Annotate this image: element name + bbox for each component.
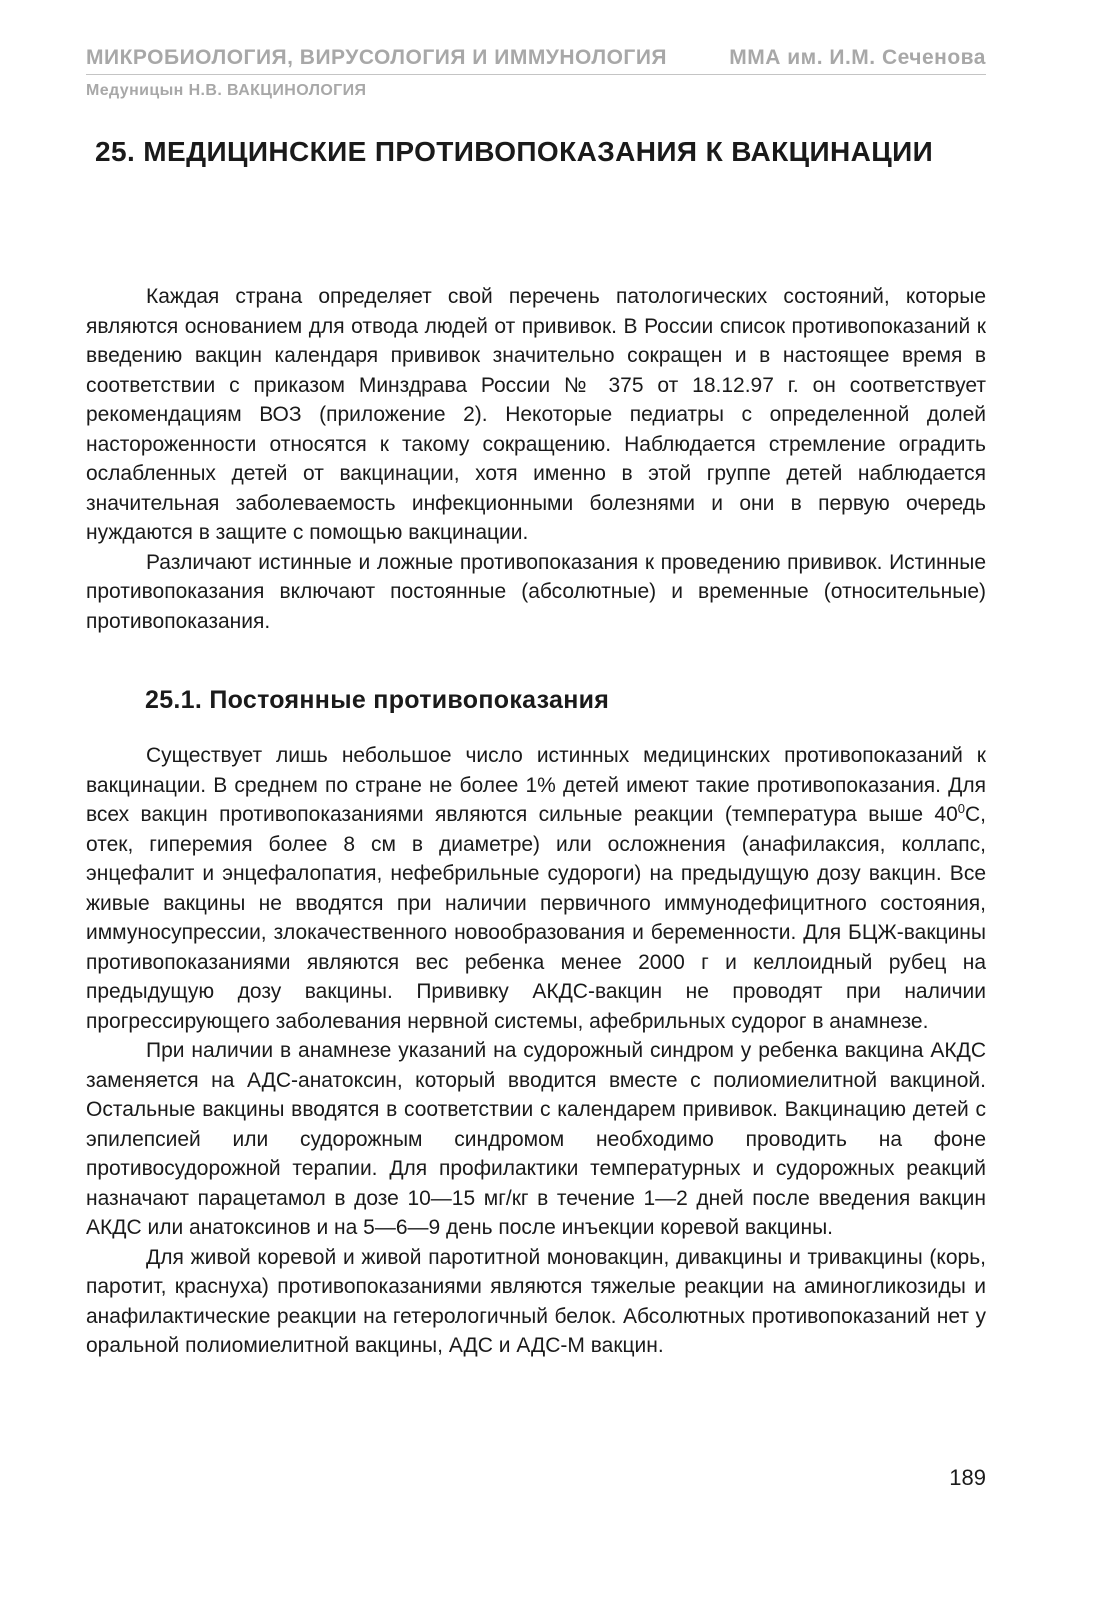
running-header: [86, 44, 986, 101]
header-institution: ММА им. И.М. Сеченова: [729, 46, 986, 69]
paragraph: При наличии в анамнезе указаний на судорожный синдром у ребенка вакцина АКДС заменяется на АДС-анатоксин, который вводится вместе с полиомиелитной вакциной. Остальные вакцины вводятся в соответствии с календарем прививок. Вакцинацию детей с эпилепсией или судорожным синдромом необходимо проводить на фоне противосудорожной терапии. Для профилактики температурных и судорожных реакций назначают парацетамол в дозе 10—15 мг/кг в течение 1—2 дней после введения вакцин АКДС или анатоксинов и на 5—6—9 день после инъекции коревой вакцины.: [86, 1039, 986, 1239]
header-divider: [86, 74, 986, 75]
header-subject: МИКРОБИОЛОГИЯ, ВИРУСОЛОГИЯ И ИММУНОЛОГИЯ: [86, 46, 668, 69]
chapter-title: 25. МЕДИЦИНСКИЕ ПРОТИВОПОКАЗАНИЯ К ВАКЦИНАЦИИ: [95, 136, 934, 167]
degree-superscript: 0: [957, 801, 965, 816]
section-text: [86, 741, 986, 1361]
paragraph: [86, 741, 986, 1036]
header-top-line: [86, 44, 986, 72]
paragraph: Каждая страна определяет свой перечень патологических состояний, которые являются основанием для отвода людей от прививок. В России список противопоказаний к введению вакцин календаря прививок значительно сокращен и в настоящее время в соответствии с приказом Минздрава России № 375 от 18.12.97 г. он соответствует рекомендациям ВОЗ (приложение 2). Некоторые педиатры с определенной долей настороженности относятся к такому сокращению. Наблюдается стремление оградить ослабленных детей от вакцинации, хотя именно в этой группе детей наблюдается значительная заболеваемость инфекционными болезнями и они в первую очередь нуждаются в защите с помощью вакцинации.: [86, 285, 986, 544]
section-title: 25.1. Постоянные противопоказания: [145, 686, 610, 714]
paragraph-text: С, отек, гиперемия более 8 см в диаметре) или осложнения (анафилаксия, коллапс, энцефалит и энцефалопатия, нефебрильные судороги) на предыдущую дозу вакцин. Все живые вакцины не вводятся при наличии первичного иммунодефицитного состояния, иммуносупрессии, злокачественного новообразования и беременности. Для БЦЖ-вакцины противопоказаниями являются вес ребенка менее 2000 г и келлоидный рубец на предыдущую дозу вакцины. Прививку АКДС-вакцин не проводят при наличии прогрессирующего заболевания нервной системы, афебрильных судорог в анамнезе.: [86, 803, 986, 1033]
paragraph: Различают истинные и ложные противопоказания к проведению прививок. Истинные противопоказания включают постоянные (абсолютные) и временные (относительные) противопоказания.: [86, 550, 986, 633]
intro-text: [86, 282, 986, 636]
paragraph: Для живой коревой и живой паротитной моновакцин, дивакцины и тривакцины (корь, паротит, краснуха) противопоказаниями являются тяжелые реакции на аминогликозиды и анафилактические реакции на гетерологичный белок. Абсолютных противопоказаний нет у оральной полиомиелитной вакцины, АДС и АДС-М вакцин.: [86, 1245, 986, 1357]
paragraph-text: Существует лишь небольшое число истинных медицинских противопоказаний к вакцинации. В среднем по стране не более 1% детей имеют такие противопоказания. Для всех вакцин противопоказаниями являются сильные реакции (температура выше 40: [86, 744, 986, 826]
page-number: 189: [949, 1465, 986, 1490]
header-author-book: Медуницын Н.В. ВАКЦИНОЛОГИЯ: [86, 82, 367, 99]
